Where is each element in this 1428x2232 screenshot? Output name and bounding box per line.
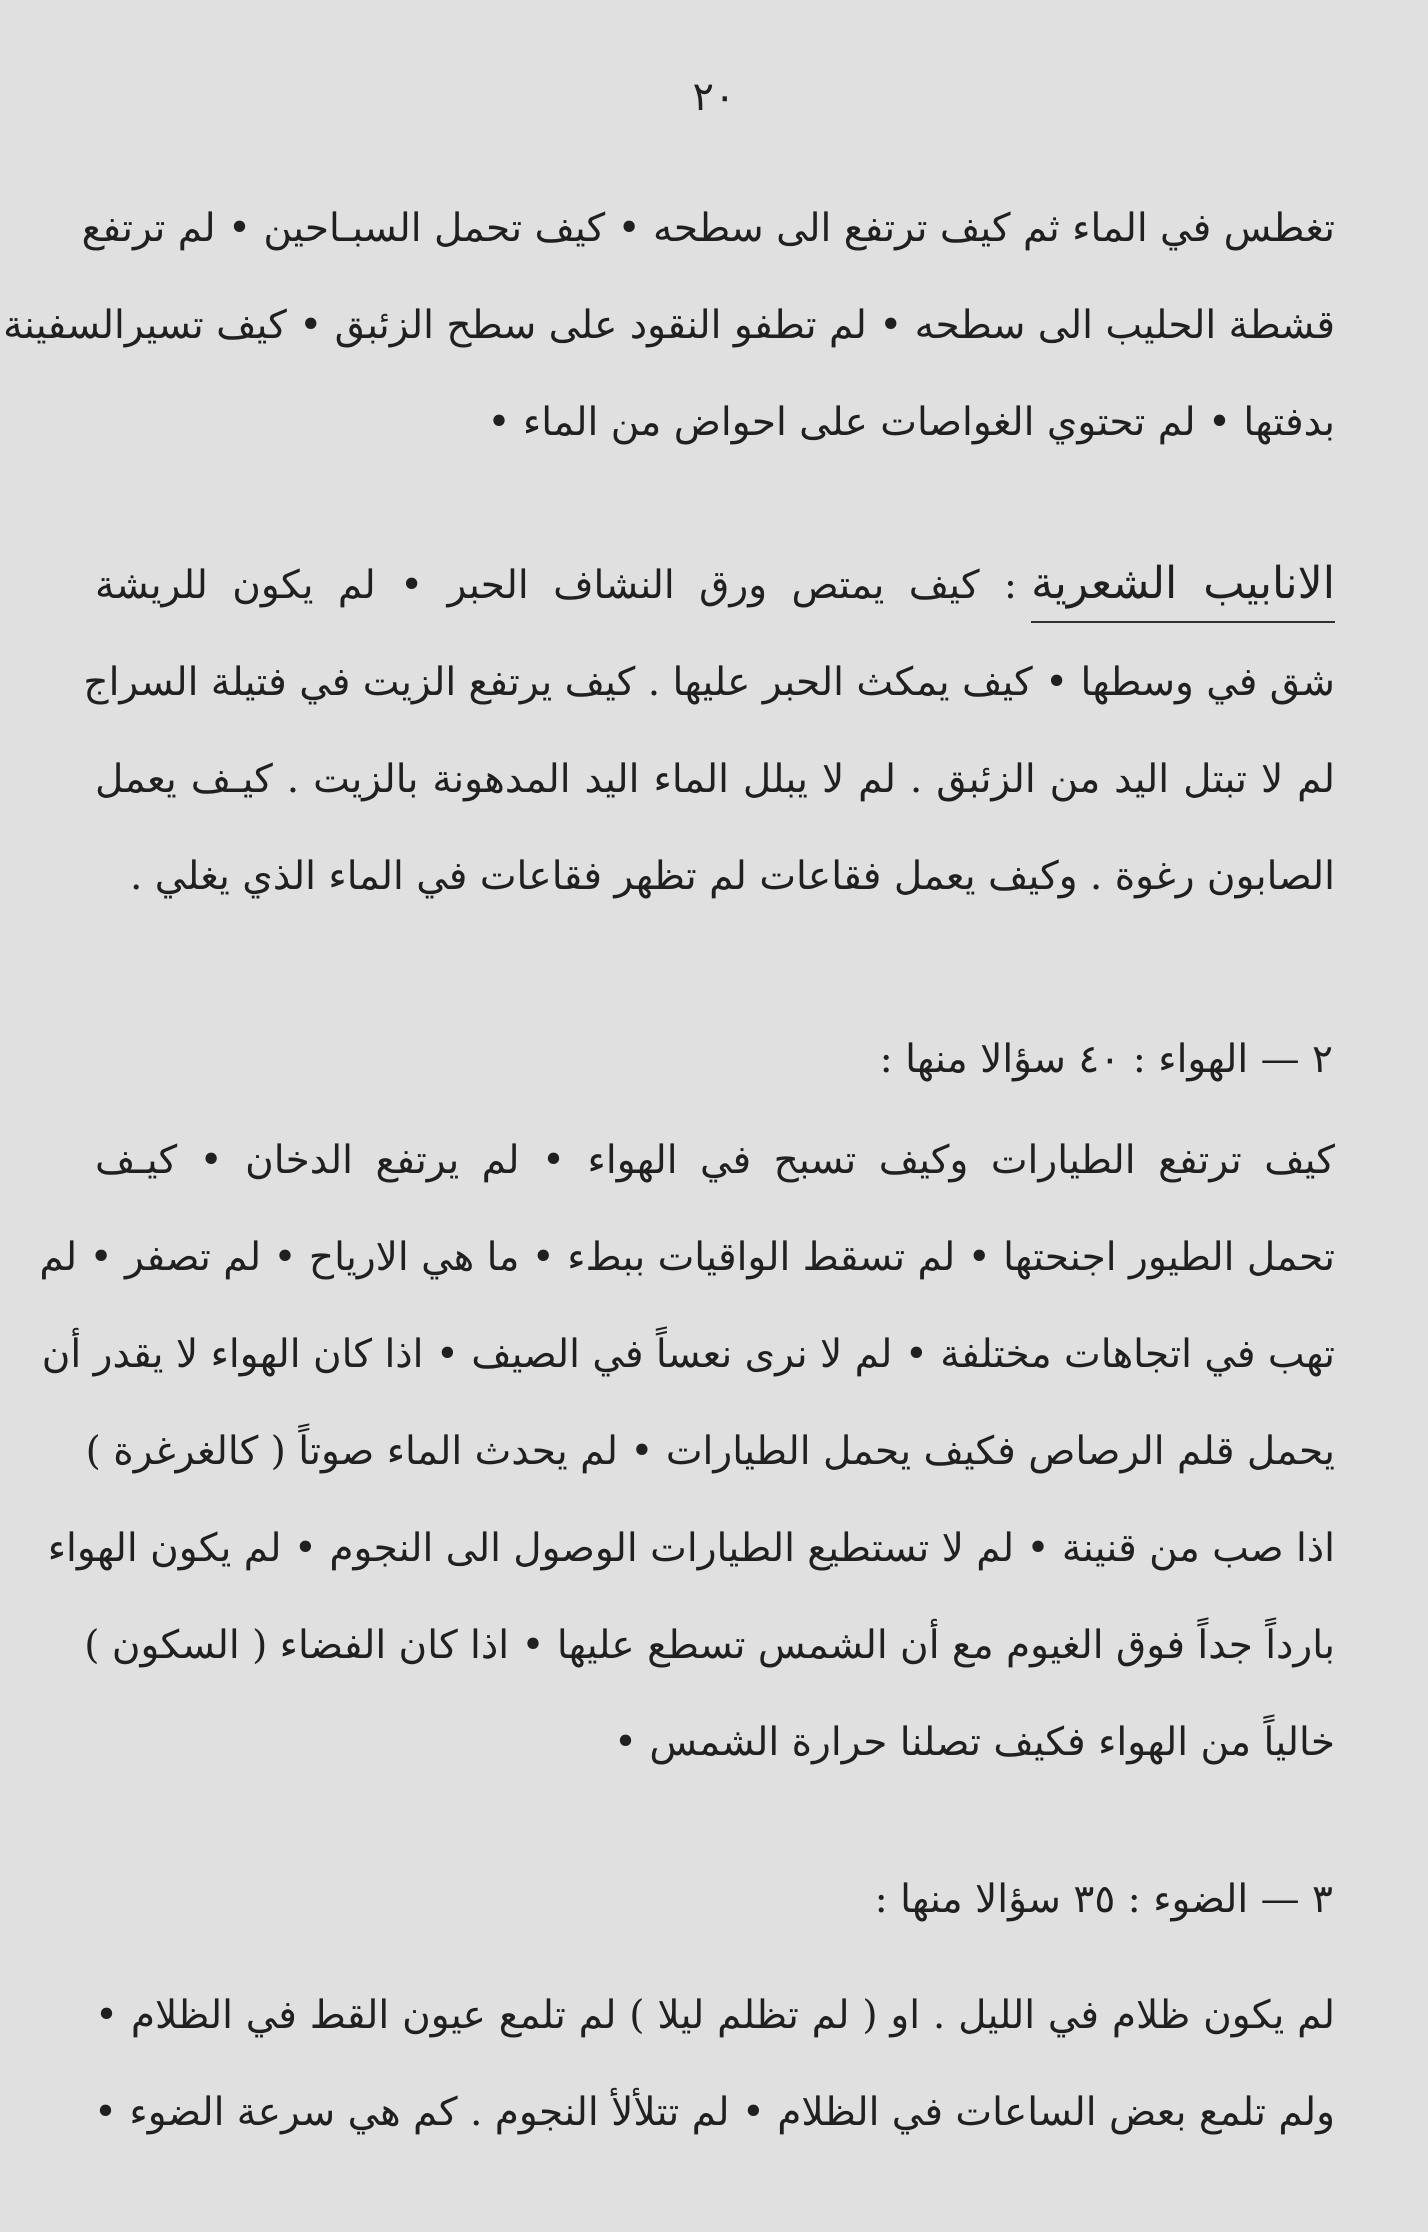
paragraph-light: [95, 1967, 1335, 2161]
paragraph-line: خالياً من الهواء فكيف تصلنا حرارة الشمس •: [614, 1720, 1335, 1765]
paragraph-line: [95, 535, 1335, 634]
paragraph-line: الصابون رغوة . وكيف يعمل فقاعات لم تظهر فقاعات في الماء الذي يغلي .: [130, 854, 1335, 899]
paragraph-line: قشطة الحليب الى سطحه • لم تطفو النقود على سطح الزئبق • كيف تسيرالسفينة: [3, 303, 1335, 348]
section-heading-air: ٢ — الهواء : ٤٠ سؤالا منها :: [879, 1037, 1333, 1082]
paragraph-air: [39, 1112, 1335, 1791]
paragraph-line: كيف ترتفع الطيارات وكيف تسبح في الهواء • لم يرتفع الدخان • كيـف: [95, 1138, 1335, 1183]
paragraph-line: تغطس في الماء ثم كيف ترتفع الى سطحه • كيف تحمل السبـاحين • لم ترتفع: [81, 206, 1335, 251]
paragraph-line: لم لا تبتل اليد من الزئبق . لم لا يبلل الماء اليد المدهونة بالزيت . كيـف يعمل: [95, 757, 1335, 802]
page-number: ٢٠: [692, 74, 736, 120]
paragraph-line: بدفتها • لم تحتوي الغواصات على احواض من الماء •: [487, 400, 1335, 445]
paragraph-line: تحمل الطيور اجنحتها • لم تسقط الواقيات ببطء • ما هي الارياح • لم تصفر • لم: [39, 1235, 1335, 1280]
paragraph-floating: [3, 180, 1335, 471]
paragraph-line: يحمل قلم الرصاص فكيف يحمل الطيارات • لم يحدث الماء صوتاً ( كالغرغرة ): [85, 1429, 1335, 1474]
section-heading-light: ٣ — الضوء : ٣٥ سؤالا منها :: [874, 1877, 1333, 1922]
paragraph-line: تهب في اتجاهات مختلفة • لم لا نرى نعساً في الصيف • اذا كان الهواء لا يقدر أن: [41, 1332, 1335, 1377]
section-term-capillary: الانابيب الشعرية: [1031, 558, 1335, 623]
paragraph-line-text: : كيف يمتص ورق النشاف الحبر • لم يكون للريشة: [95, 563, 1018, 608]
paragraph-capillary-tubes: [83, 535, 1335, 925]
paragraph-line: بارداً جداً فوق الغيوم مع أن الشمس تسطع عليها • اذا كان الفضاء ( السكون ): [84, 1623, 1335, 1668]
paragraph-line: لم يكون ظلام في الليل . او ( لم تظلم ليلا ) لم تلمع عيون القط في الظلام •: [95, 1993, 1336, 2038]
paragraph-line: ولم تلمع بعض الساعات في الظلام • لم تتلألأ النجوم . كم هي سرعة الضوء •: [93, 2090, 1335, 2135]
paragraph-line: اذا صب من قنينة • لم لا تستطيع الطيارات الوصول الى النجوم • لم يكون الهواء: [47, 1526, 1335, 1571]
paragraph-line: شق في وسطها • كيف يمكث الحبر عليها . كيف يرتفع الزيت في فتيلة السراج: [83, 660, 1335, 705]
